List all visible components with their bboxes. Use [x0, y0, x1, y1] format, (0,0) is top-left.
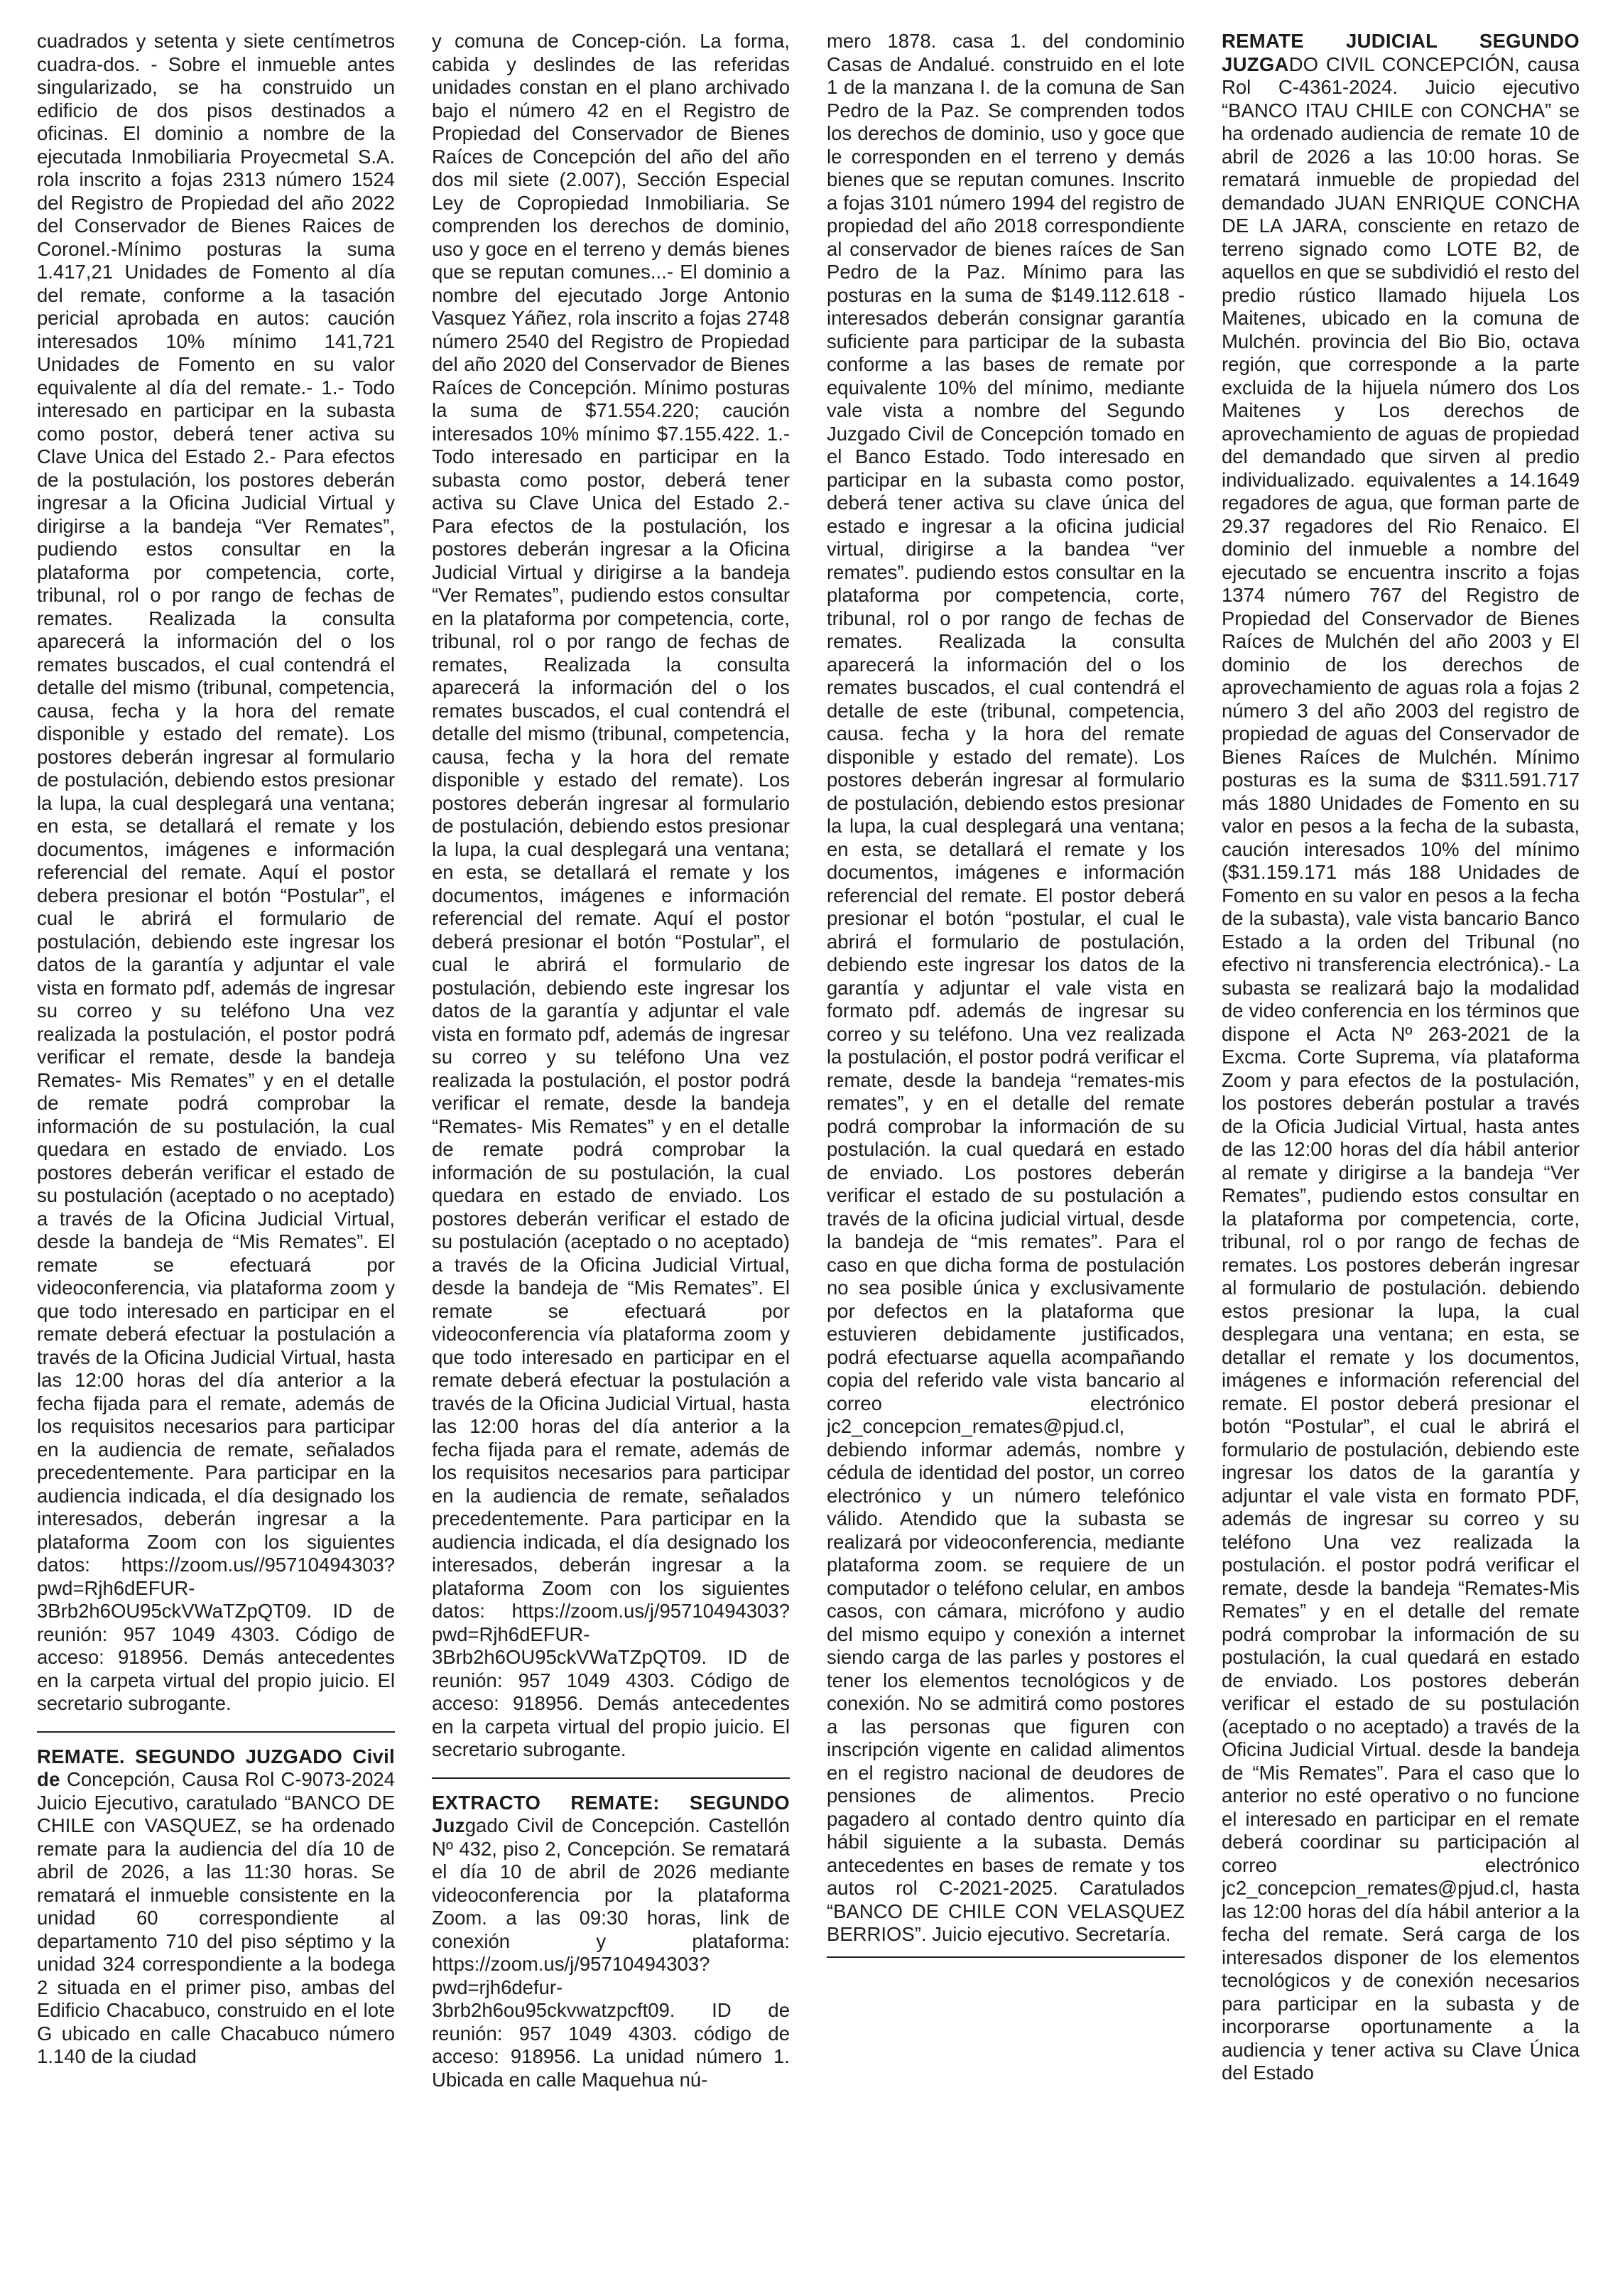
column-1 [37, 30, 395, 2268]
notice-extracto-remate [432, 1792, 790, 2092]
notice-title: REMATE. SEGUNDO JUZGADO Civil de [37, 1745, 395, 1790]
notice-body: Concepción, Causa Rol C-9073-2024 Juicio Ejecutivo, caratulado “BANCO DE CHILE con VASQUEZ, se ha ordenado remate para la audiencia del día 10 de abril de 2026, a las 11:30 horas. Se rematará el inmueble consistente en la unidad 60 correspondiente al departamento 710 del piso séptimo y la unidad 324 correspondiente a la bodega 2 situada en el primer piso, ambas del Edificio Chacabuco, construido en el lote G ubicado en calle Chacabuco número 1.140 de la ciudad [37, 1768, 395, 2067]
newspaper-page [37, 30, 1580, 2268]
notice-continuation-text: mero 1878. casa 1. del condominio Casas de Andalué. construido en el lote 1 de la manzana I. de la comuna de San Pedro de la Paz. Se comprenden todos los derechos de dominio, uso y goce que le corresponden en el terreno y demás bienes que se reputan comunes. Inscrito a fojas 3101 número 1994 del registro de propiedad del año 2018 correspondiente al conservador de bienes raíces de San Pedro de la Paz. Mínimo para las posturas en la suma de $149.112.618 -interesados deberán consignar garantía suficiente para participar de la subasta conforme a las bases de remate por equivalente 10% del mínimo, mediante vale vista a nombre del Segundo Juzgado Civil de Concepción tomado en el Banco Estado. Todo interesado en participar en la subasta como postor, deberá tener activa su clave única del estado e ingresar a la oficina judicial virtual, dirigirse a la bandea “ver remates”. pudiendo estos consultar en la plataforma por competencia, corte, tribunal, rol o por rango de fechas de remates. Realizada la consulta aparecerá la información del o los remates buscados, el cual contendrá el detalle de este (tribunal, competencia, causa. fecha y la hora del remate disponible y estado del remate). Los postores deberán ingresar al formulario de postulación, debiendo estos presionar la lupa, la cual desplegará una ventana; en esta, se detallará el remate y los documentos, imágenes e información referencial del remate. El postor deberá presionar el botón “postular, el cual le abrirá el formulario de postulación, debiendo este ingresar los datos de la garantía y adjuntar el vale vista en formato pdf. además de ingresar su correo y su teléfono. Una vez realizada la postulación, el postor podrá verificar el remate, desde la bandeja “remates-mis remates”, y en el detalle del remate podrá comprobar la información de su postulación. la cual quedará en estado de enviado. Los postores deberán verificar el estado de su postulación a través de la oficina judicial virtual, desde la bandeja de “mis remates”. Para el caso en que dicha forma de postulación no sea posible única y exclusivamente por defectos en la plataforma que estuvieren debidamente justificados, podrá efectuarse aquella acompañando copia del referido vale vista bancario al correo electrónico jc2_concepcion_remates@pjud.cl, debiendo informar además, nombre y cédula de identidad del postor, un correo electrónico y un número telefónico válido. Atendido que la subasta se realizará por videoconferencia, mediante plataforma zoom. se requiere de un computador o teléfono celular, en ambos casos, con cámara, micrófono y audio del mismo equipo y conexión a internet siendo carga de las parles y postores el tener los elementos tecnológicos y de conexión. No se admitirá como postores a las personas que figuren con inscripción vigente en calidad alimentos en el registro nacional de deudores de pensiones de alimentos. Precio pagadero al contado dentro quinto día hábil siguiente a la subasta. Demás antecedentes en bases de remate y tos autos rol C-2021-2025. Caratulados “BANCO DE CHILE CON VELASQUEZ BERRIOS”. Juicio ejecutivo. Secretaría. [827, 30, 1185, 1945]
column-3 [827, 30, 1185, 2268]
notice-remate-vasquez [37, 1745, 395, 2069]
notice-title: EXTRACTO REMATE: SEGUNDO Juz [432, 1791, 790, 1836]
notice-divider [432, 1777, 790, 1779]
notice-title: REMATE JUDICIAL SEGUNDO JUZGA [1222, 30, 1580, 75]
notice-body: gado Civil de Concepción. Castellón Nº 432, piso 2, Concepción. Se rematará el día 10 de abril de 2026 mediante videoconferencia por la plataforma Zoom. a las 09:30 horas, link de conexión y plataforma: https://zoom.us/j/95710494303?pwd=rjh6defur-3brb2h6ou95ckvwatzpcft09. ID de reunión: 957 1049 4303. código de acceso: 918956. La unidad número 1. Ubicada en calle Maquehua nú- [432, 1814, 790, 2091]
notice-remate-judicial-concha [1222, 30, 1580, 2085]
column-2 [432, 30, 790, 2268]
notice-body: DO CIVIL CONCEPCIÓN, causa Rol C-4361-2024. Juicio ejecutivo “BANCO ITAU CHILE con CONCHA” se ha ordenado audiencia de remate 10 de abril de 2026 a las 10:00 horas. Se rematará inmueble de propiedad del demandado JUAN ENRIQUE CONCHA DE LA JARA, consciente en retazo de terreno signado como LOTE B2, de aquellos en que se subdividió el resto del predio rústico llamado hijuela Los Maitenes, ubicado en la comuna de Mulchén. provincia del Bio Bio, octava región, que corresponde a la parte excluida de la hijuela número dos Los Maitenes y Los derechos de aprovechamiento de aguas de propiedad del demandado que sirven al predio individualizado. equivalentes a 14.1649 regadores de agua, que forman parte de 29.37 regadores del Rio Renaico. El dominio del inmueble a nombre del ejecutado se encuentra inscrito a fojas 1374 número 767 del Registro de Propiedad del Conservador de Bienes Raíces de Mulchén del año 2003 y El dominio de los derechos de aprovechamiento de aguas rola a fojas 2 número 3 del año 2003 del registro de propiedad de aguas del Conservador de Bienes Raíces de Mulchén. Mínimo posturas es la suma de $311.591.717 más 1880 Unidades de Fomento en su valor en pesos a la fecha de la subasta, caución interesados 10% del mínimo ($31.159.171 más 188 Unidades de Fomento en su valor en pesos a la fecha de la subasta), vale vista bancario Banco Estado a la orden del Tribunal (no efectivo ni transferencia electrónica).- La subasta se realizará bajo la modalidad de video conferencia en los términos que dispone el Acta Nº 263-2021 de la Excma. Corte Suprema, vía plataforma Zoom y para efectos de la postulación, los postores deberán postular a través de la Oficia Judicial Virtual, hasta antes de las 12:00 horas del día hábil anterior al remate y dirigirse a la bandeja “Ver Remates”, pudiendo estos consultar en la plataforma por competencia, corte, tribunal, rol o por rango de fechas de remates. Los postores deberán ingresar al formulario de postulación. debiendo estos presionar la lupa, la cual desplegara una ventana; en esta, se detallar el remate y los documentos, imágenes e información referencial del remate. El postor deberá presionar el botón “Postular”, el cual le abrirá el formulario de postulación, debiendo este ingresar los datos de la garantía y adjuntar el vale vista en formato PDF, además de ingresar su correo y su teléfono Una vez realizada la postulación. el postor podrá verificar el remate, desde la bandeja “Remates-Mis Remates” y en el detalle del remate podrá comprobar la información de su postulación, la cual quedará en estado de enviado. Los postores deberán verificar el estado de su postulación (aceptado o no aceptado) a través de la Oficina Judicial Virtual. desde la bandeja de “Mis Remates”. Para el caso que lo anterior no esté operativo o no funcione el interesado en participar en el remate deberá coordinar su participación al correo electrónico jc2_concepcion_remates@pjud.cl, hasta las 12:00 horas del día hábil anterior a la fecha del remate. Será carga de los interesados disponer de los elementos tecnológicos y de conexión necesarios para participar en la subasta y de incorporarse oportunamente a la audiencia y tener activa su Clave Única del Estado [1222, 53, 1580, 2084]
column-4 [1222, 30, 1580, 2268]
notice-continuation-text: cuadrados y setenta y siete centímetros cuadra-dos. - Sobre el inmueble antes singularizado, se ha construido un edificio de dos pisos destinados a oficinas. El dominio a nombre de la ejecutada Inmobiliaria Proyecmetal S.A. rola inscrito a fojas 2313 número 1524 del Registro de Propiedad del año 2022 del Conservador de Bienes Raices de Coronel.-Mínimo posturas la suma 1.417,21 Unidades de Fomento al día del remate, conforme a la tasación pericial aprobada en autos: caución interesados 10% mínimo 141,721 Unidades de Fomento en su valor equivalente al día del remate.- 1.- Todo interesado en participar en la subasta como postor, deberá tener activa su Clave Unica del Estado 2.- Para efectos de la postulación, los postores deberán ingresar a la Oficina Judicial Virtual y dirigirse a la bandeja “Ver Remates”, pudiendo estos consultar en la plataforma por competencia, corte, tribunal, rol o por rango de fechas de remates. Realizada la consulta aparecerá la información del o los remates buscados, el cual contendrá el detalle del mismo (tribunal, competencia, causa, fecha y la hora del remate disponible y estado del remate). Los postores deberán ingresar al formulario de postulación, debiendo estos presionar la lupa, la cual desplegará una ventana; en esta, se detallará el remate y los documentos, imágenes e información referencial del remate. Aquí el postor debera presionar el botón “Postular”, el cual le abrirá el formulario de postulación, debiendo este ingresar los datos de la garantía y adjuntar el vale vista en formato pdf, además de ingresar su correo y su teléfono Una vez realizada la postulación, el postor podrá verificar el remate, desde la bandeja Remates- Mis Remates” y en el detalle de remate podrá comprobar la información de su postulación, la cual quedara en estado de enviado. Los postores deberán verificar el estado de su postulación (aceptado o no aceptado) a través de la Oficina Judicial Virtual, desde la bandeja de “Mis Remates”. El remate se efectuará por videoconferencia, via plataforma zoom y que todo interesado en participar en el remate deberá efectuar la postulación a través de la Oficina Judicial Virtual, hasta las 12:00 horas del día anterior a la fecha fijada para el remate, además de los requisitos necesarios para participar en la audiencia de remate, señalados precedentemente. Para participar en la audiencia indicada, el día designado los interesados, deberán ingresar a la plataforma Zoom con los siguientes datos: https://zoom.us//95710494303?pwd=Rjh6dEFUR-3Brb2h6OU95ckVWaTZpQT09. ID de reunión: 957 1049 4303. Código de acceso: 918956. Demás antecedentes en la carpeta virtual del propio juicio. El secretario subrogante. [37, 30, 395, 1714]
notice-divider [37, 1731, 395, 1733]
notice-divider [827, 1956, 1185, 1958]
notice-continuation-text: y comuna de Concep-ción. La forma, cabida y deslindes de las referidas unidades constan en el plano archivado bajo el número 42 en el Registro de Propiedad del Conservador de Bienes Raíces de Concepción del año del año dos mil siete (2.007), Sección Especial Ley de Copropiedad Inmobiliaria. Se comprenden los derechos de dominio, uso y goce en el terreno y demás bienes que se reputan comunes...- El dominio a nombre del ejecutado Jorge Antonio Vasquez Yáñez, rola inscrito a fojas 2748 número 2540 del Registro de Propiedad del año 2020 del Conservador de Bienes Raíces de Concepción. Mínimo posturas la suma de $71.554.220; caución interesados 10% mínimo $7.155.422. 1.- Todo interesado en participar en la subasta como postor, deberá tener activa su Clave Unica del Estado 2.- Para efectos de la postulación, los postores deberán ingresar a la Oficina Judicial Virtual y dirigirse a la bandeja “Ver Remates”, pudiendo estos consultar en la plataforma por competencia, corte, tribunal, rol o por rango de fechas de remates, Realizada la consulta aparecerá la información del o los remates buscados, el cual contendrá el detalle del mismo (tribunal, competencia, causa, fecha y la hora del remate disponible y estado del remate). Los postores deberán ingresar al formulario de postulación, debiendo estos presionar la lupa, la cual desplegará una ventana; en esta, se detaIlará el remate y los documentos, imágenes e información referencial del remate. Aquí el postor deberá presionar el botón “Postular”, el cual le abrirá el formulario de postulación, debiendo este ingresar los datos de la garantía y adjuntar el vale vista en formato pdf, además de ingresar su correo y su teléfono Una vez realizada la postulación, el postor podrá verificar el remate, desde la bandeja “Remates- Mis Remates” y en el detalle de remate podrá comprobar la información de su postulación, la cual quedara en estado de enviado. Los postores deberán verificar el estado de su postulación (aceptado o no aceptado) a través de la Oficina Judicial Virtual, desde la bandeja de “Mis Remates”. El remate se efectuará por videoconferencia vía plataforma zoom y que todo interesado en participar en el remate deberá efectuar la postulación a través de la Oficina Judicial Virtual, hasta las 12:00 horas del día anterior a la fecha fijada para el remate, además de los requisitos necesarios para participar en la audiencia de remate, señalados precedentemente. Para participar en la audiencia indicada, el día designado los interesados, deberán ingresar a la plataforma Zoom con los siguientes datos: https://zoom.us/j/95710494303?pwd=Rjh6dEFUR-3Brb2h6OU95ckVWaTZpQT09. ID de reunión: 957 1049 4303. Código de acceso: 918956. Demás antecedentes en la carpeta virtual del propio juicio. El secretario subrogante. [432, 30, 790, 1760]
